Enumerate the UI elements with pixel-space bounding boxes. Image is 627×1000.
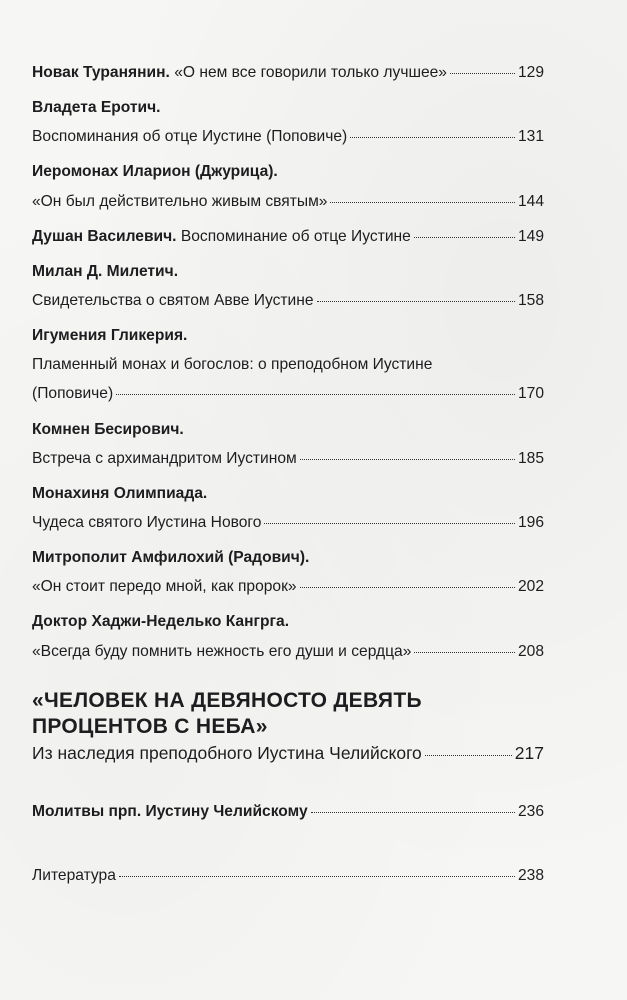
dot-leader bbox=[300, 587, 515, 588]
dot-leader bbox=[330, 202, 514, 203]
toc-title: Литература bbox=[32, 866, 116, 884]
toc-title: Молитвы прп. Иустину Челийскому bbox=[32, 803, 308, 821]
toc-entry bbox=[32, 549, 544, 595]
toc-author: Владета Еротич. bbox=[32, 99, 161, 117]
toc-page-number: 196 bbox=[517, 513, 544, 531]
toc-author: Игумения Гликерия. bbox=[32, 327, 188, 345]
dot-leader bbox=[414, 652, 515, 653]
toc-entry bbox=[32, 327, 544, 402]
section-subtitle: Из наследия преподобного Иустина Челийского bbox=[32, 743, 422, 764]
dot-leader bbox=[300, 459, 515, 460]
dot-leader bbox=[450, 73, 515, 74]
toc-title: «О нем все говорили только лучшее» bbox=[169, 64, 447, 81]
table-of-contents bbox=[32, 64, 544, 884]
toc-page-number: 185 bbox=[517, 449, 544, 467]
toc-title: Воспоминание об отце Иустине bbox=[176, 227, 411, 245]
dot-leader bbox=[425, 755, 512, 756]
toc-line bbox=[32, 228, 544, 245]
toc-page-number: 208 bbox=[517, 642, 544, 660]
toc-page-number: 149 bbox=[517, 227, 544, 245]
toc-line bbox=[32, 643, 544, 660]
toc-entry-text bbox=[32, 228, 411, 245]
toc-author: Доктор Хаджи-Неделько Кангрга. bbox=[32, 613, 290, 631]
toc-entry bbox=[32, 228, 544, 245]
section-heading-line: «ЧЕЛОВЕК НА ДЕВЯНОСТО ДЕВЯТЬ bbox=[32, 688, 422, 712]
toc-entry bbox=[32, 163, 544, 209]
toc-author: Митрополит Амфилохий (Радович). bbox=[32, 549, 310, 567]
toc-entry bbox=[32, 485, 544, 531]
toc-entry bbox=[32, 613, 544, 659]
toc-entry bbox=[32, 99, 544, 145]
toc-author: Комнен Бесирович. bbox=[32, 420, 184, 438]
toc-page-number: 236 bbox=[517, 803, 544, 821]
toc-page-number: 202 bbox=[517, 578, 544, 596]
toc-author: Монахиня Олимпиада. bbox=[32, 484, 208, 502]
toc-line bbox=[32, 193, 544, 210]
toc-title: Свидетельства о святом Авве Иустине bbox=[32, 291, 314, 309]
toc-entry-text bbox=[32, 64, 447, 81]
toc-line-prayers bbox=[32, 803, 544, 820]
dot-leader bbox=[264, 523, 515, 524]
dot-leader bbox=[350, 137, 515, 138]
toc-entry bbox=[32, 64, 544, 81]
toc-entry bbox=[32, 263, 544, 309]
toc-line bbox=[32, 128, 544, 145]
toc-author: Новак Туранянин. bbox=[32, 64, 170, 81]
section-heading-line: ПРОЦЕНТОВ С НЕБА» bbox=[32, 714, 268, 738]
toc-page-number: 238 bbox=[517, 866, 544, 884]
toc-title: Встреча с архимандритом Иустином bbox=[32, 449, 297, 467]
toc-line bbox=[32, 385, 544, 402]
toc-page-number: 170 bbox=[517, 385, 544, 403]
toc-author: Иеромонах Иларион (Джурица). bbox=[32, 163, 278, 181]
toc-author: Душан Василевич. bbox=[32, 227, 177, 245]
toc-page-number: 129 bbox=[517, 64, 544, 81]
toc-line bbox=[32, 292, 544, 309]
section-subtitle-line bbox=[32, 744, 544, 763]
toc-title: Воспоминания об отце Иустине (Поповиче) bbox=[32, 128, 348, 146]
toc-title-line: Пламенный монах и богослов: о преподобном Иустине bbox=[32, 356, 433, 374]
toc-line bbox=[32, 514, 544, 531]
section-heading bbox=[32, 688, 544, 741]
toc-entry bbox=[32, 421, 544, 467]
toc-page-number: 144 bbox=[517, 192, 544, 210]
dot-leader bbox=[317, 301, 515, 302]
dot-leader bbox=[311, 812, 515, 813]
toc-line bbox=[32, 578, 544, 595]
toc-title: «Он стоит передо мной, как пророк» bbox=[32, 578, 297, 596]
toc-page-number: 158 bbox=[517, 291, 544, 309]
dot-leader bbox=[116, 394, 515, 395]
toc-title: (Поповиче) bbox=[32, 385, 114, 403]
toc-page-number: 131 bbox=[517, 128, 544, 146]
toc-line bbox=[32, 64, 544, 81]
toc-page-number: 217 bbox=[514, 743, 544, 764]
toc-title: «Он был действительно живым святым» bbox=[32, 192, 328, 210]
toc-line-literature bbox=[32, 867, 544, 884]
dot-leader bbox=[414, 237, 515, 238]
toc-title: Чудеса святого Иустина Нового bbox=[32, 513, 262, 531]
toc-author: Милан Д. Милетич. bbox=[32, 262, 179, 280]
toc-line bbox=[32, 450, 544, 467]
dot-leader bbox=[119, 876, 515, 877]
toc-title: «Всегда буду помнить нежность его души и сердца» bbox=[32, 642, 412, 660]
